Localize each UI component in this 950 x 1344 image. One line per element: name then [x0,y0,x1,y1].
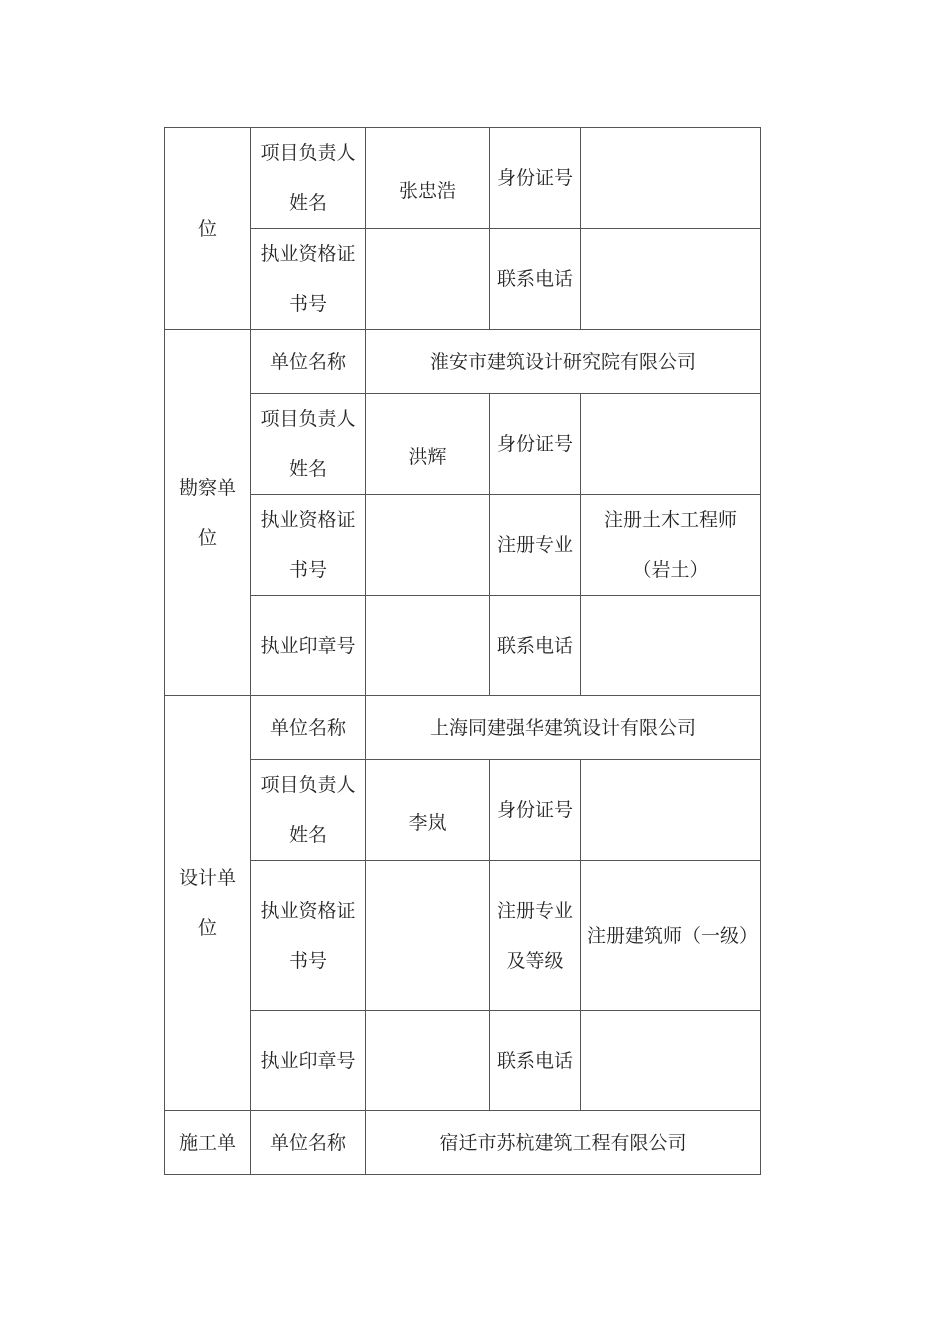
phone-label: 联系电话 [496,1049,573,1072]
field-label-cell [251,596,366,696]
major-value: 注册土木工程师（岩土） [603,509,737,581]
unit-name-value: 宿迁市苏杭建筑工程有限公司 [439,1131,687,1154]
seal-number-value-cell [366,1011,490,1111]
group-label-cell [165,696,251,1111]
cert-number-value-cell [366,861,490,1011]
field-label-cell [490,861,581,1011]
field-label-cell [490,229,581,330]
cert-number-value-cell [366,229,490,330]
field-label-cell [251,760,366,861]
field-label-cell [251,1111,366,1175]
major-value-cell [581,861,761,1011]
table-row [165,596,761,696]
seal-number-value-cell [366,596,490,696]
table-row [165,1111,761,1175]
phone-value-cell [581,596,761,696]
table-row [165,229,761,330]
cert-number-label: 执业资格证书号 [260,899,356,972]
unit-name-value-cell [366,330,761,394]
unit-name-value-cell [366,696,761,760]
table-row [165,1011,761,1111]
id-number-value-cell [581,394,761,495]
field-label-cell [251,696,366,760]
leader-name-value: 洪辉 [408,445,447,468]
field-label-cell [490,760,581,861]
group-label-cell [165,1111,251,1175]
group-label: 勘察单位 [179,476,237,549]
unit-name-value: 上海同建强华建筑设计有限公司 [429,716,696,739]
unit-name-label: 单位名称 [269,716,346,739]
seal-number-label: 执业印章号 [260,1049,356,1072]
field-label-cell [251,495,366,596]
table-row [165,861,761,1011]
unit-name-label: 单位名称 [269,1131,346,1154]
group-label-cell [165,330,251,696]
major-label: 注册专业及等级 [496,899,573,972]
id-number-label: 身份证号 [496,167,573,189]
leader-name-value-cell [366,760,490,861]
field-label-cell [490,128,581,229]
unit-name-value: 淮安市建筑设计研究院有限公司 [429,350,696,373]
leader-name-value: 张忠浩 [398,180,456,202]
leader-name-label: 项目负责人姓名 [260,142,356,214]
major-label: 注册专业 [496,534,573,556]
field-label-cell [490,596,581,696]
project-units-table [164,127,761,1175]
seal-number-label: 执业印章号 [260,634,356,657]
id-number-label: 身份证号 [496,433,573,455]
field-label-cell [490,495,581,596]
cert-number-value-cell [366,495,490,596]
leader-name-label: 项目负责人姓名 [260,408,356,480]
unit-name-value-cell [366,1111,761,1175]
phone-label: 联系电话 [496,268,573,290]
id-number-value-cell [581,128,761,229]
table-row [165,495,761,596]
phone-value-cell [581,229,761,330]
field-label-cell [490,394,581,495]
phone-label: 联系电话 [496,634,573,657]
field-label-cell [251,330,366,394]
table-row [165,760,761,861]
cert-number-label: 执业资格证书号 [260,243,356,315]
table-row [165,330,761,394]
unit-name-label: 单位名称 [269,350,346,373]
table-row [165,696,761,760]
major-value-cell [581,495,761,596]
id-number-label: 身份证号 [496,799,573,821]
leader-name-value-cell [366,394,490,495]
group-label-cell [165,128,251,330]
field-label-cell [251,128,366,229]
table-row [165,128,761,229]
group-label: 位 [197,217,217,240]
major-value: 注册建筑师（一级） [587,924,759,947]
group-label: 施工单 [178,1131,236,1154]
leader-name-label: 项目负责人姓名 [260,774,356,846]
field-label-cell [490,1011,581,1111]
cert-number-label: 执业资格证书号 [260,509,356,581]
field-label-cell [251,1011,366,1111]
field-label-cell [251,861,366,1011]
phone-value-cell [581,1011,761,1111]
table-row [165,394,761,495]
leader-name-value: 李岚 [408,811,447,834]
leader-name-value-cell [366,128,490,229]
field-label-cell [251,229,366,330]
group-label: 设计单位 [179,867,237,939]
field-label-cell [251,394,366,495]
id-number-value-cell [581,760,761,861]
